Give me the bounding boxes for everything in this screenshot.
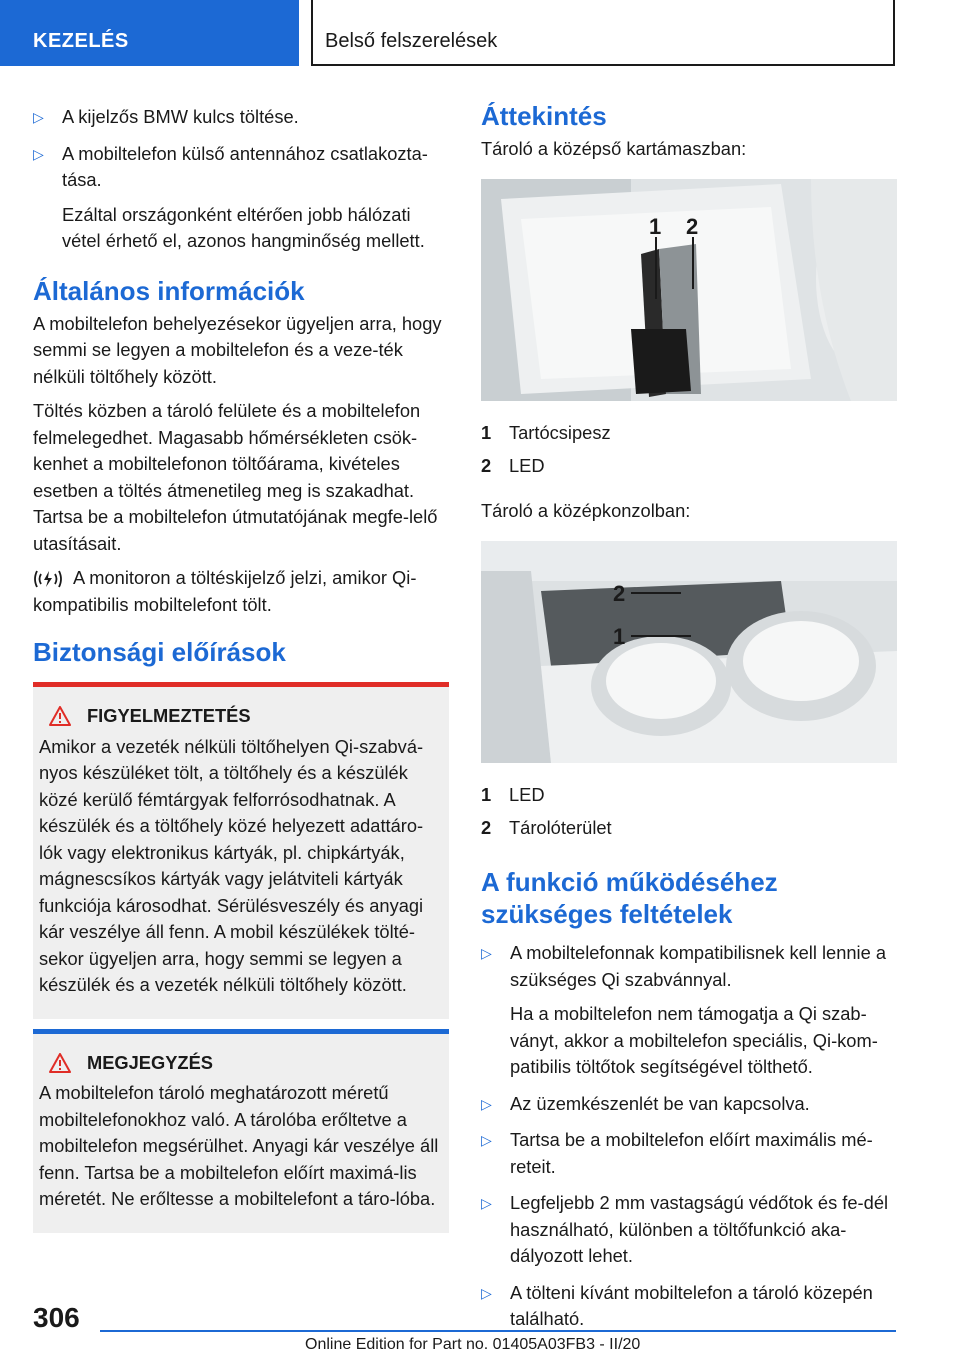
general-paragraph-3: A monitoron a töltéskijelző jelzi, amikor Qi-kompatibilis mobiltelefont tölt. [33,567,417,615]
list-item-subtext: Ha a mobiltelefon nem támogatja a Qi szab-ványt, akkor a mobiltelefon speciális, Qi-kom-patibilis töltőtok segítségével tölthető. [510,1003,878,1077]
general-paragraph-2: Töltés közben a tároló felülete és a mobiltelefon felmelegedhet. Magasabb hőmérsékleten csök-kenhet a mobiltelefonon töltőárama, kivételes esetben a töltés átmenetileg meg is szakadhat. Tartsa be a mobiltelefon útmutatójának megfe-lelő utasításait. [33,400,438,554]
list-item [481,1190,896,1270]
footer-edition: Online Edition for Part no. 01405A03FB3 - II/20 [305,1336,641,1353]
photo-label: 1 [613,623,626,649]
list-item [33,141,449,255]
console-storage-photo [481,541,897,763]
function-requirements-heading: A funkció működéséhez szükséges feltételek [481,867,778,929]
list-item-text: A tölteni kívánt mobiltelefon a tároló közepén található. [510,1281,873,1329]
armrest-storage-photo [481,179,897,401]
page-header [0,0,960,66]
photo-label: 1 [649,213,662,239]
footer-rule [100,1330,896,1332]
warning-title: FIGYELMEZTETÉS [87,705,251,726]
list-item-text: A kijelzős BMW kulcs töltése. [62,106,299,127]
caption-armrest: Tároló a középső kartámaszban: [481,138,747,159]
list-item-text: Tartsa be a mobiltelefon előírt maximális mé-reteit. [510,1129,873,1177]
general-info-heading: Általános információk [33,275,305,306]
bullet-triangle-icon: ▷ [481,1132,492,1148]
warning-box [33,682,449,1019]
header-underline [311,64,895,66]
qi-charging-icon [33,568,63,590]
header-divider-right [893,0,895,66]
list-item [481,1091,896,1118]
list-item-text: A mobiltelefon külső antennához csatlakozta-tása. [62,142,428,190]
note-text: A mobiltelefon tároló meghatározott méretű mobiltelefonokhoz való. A tárolóba erőltetve a mobiltelefon megsérülhet. Anyagi kár veszélye áll fenn. Tartsa be a mobiltelefon előírt maximá-lis méretét. Ne erőltesse a mobiltelefont a táro-lóba. [39,1082,439,1209]
general-paragraph-1: A mobiltelefon behelyezésekor ügyeljen arra, hogy semmi se legyen a mobiltelefon és a veze-ték nélküli töltőhely között. [33,312,442,387]
warning-text: Amikor a vezeték nélküli töltőhelyen Qi-szabvá-nyos készüléket tölt, a töltőhely és a készülék közé kerülő fémtárgyak felforrósodhatnak. A készülék és a töltőhely közé helyezett adattáro-lók vagy elektronikus kártyák, pl. chipkártyák, mágnescsíkos kártyák vagy jelátviteli kártyák funkciója károsodhat. Sérülésveszély és anyagi kár veszélye áll fenn. A mobil készülékek tölté-sekor ügyeljen arra, hogy semmi se legyen a készülék és a vezeték nélküli töltőhely között. [39,735,424,995]
header-divider-left [311,0,313,66]
photo-label: 2 [686,213,699,239]
overview-heading: Áttekintés [481,101,607,131]
list-item [481,940,896,1081]
photo-label: 2 [613,580,626,606]
warning-triangle-icon [49,706,71,726]
list-item [481,1280,896,1333]
note-box [33,1029,449,1233]
list-item-text: Legfeljebb 2 mm vastagságú védőtok és fe-dél használható, különben a töltőfunkció aka-dályozott lehet. [510,1192,889,1266]
bullet-triangle-icon: ▷ [481,1284,492,1301]
bullet-triangle-icon: ▷ [33,109,44,125]
right-column [481,100,896,1343]
note-title: MEGJEGYZÉS [87,1051,213,1073]
chapter-title: Belső felszerelések [325,30,498,52]
legend-row: 1 Tartócsipesz [481,422,611,443]
legend-row: 2 LED [481,455,545,476]
legend-row: 1 LED [481,784,545,805]
list-item-text: Az üzemkészenlét be van kapcsolva. [510,1092,810,1114]
bullet-triangle-icon: ▷ [481,1095,492,1112]
safety-heading: Biztonsági előírások [33,637,286,667]
bullet-triangle-icon: ▷ [481,945,492,961]
legend-row: 2 Tárolóterület [481,817,612,838]
caption-console: Tároló a középkonzolban: [481,500,691,521]
list-item-subtext: Ezáltal országonként eltérően jobb hálózati vétel érhető el, azonos hangminőség mellett. [62,203,425,251]
list-item [33,104,449,131]
section-tab: KEZELÉS [0,0,299,66]
page-number: 306 [33,1302,80,1333]
bullet-triangle-icon: ▷ [481,1195,492,1211]
warning-triangle-icon [49,1053,71,1073]
bullet-triangle-icon: ▷ [33,145,44,162]
list-item-text: A mobiltelefonnak kompatibilisnek kell lennie a szükséges Qi szabvánnyal. [510,942,886,990]
left-column [33,104,449,1233]
list-item [481,1127,896,1180]
